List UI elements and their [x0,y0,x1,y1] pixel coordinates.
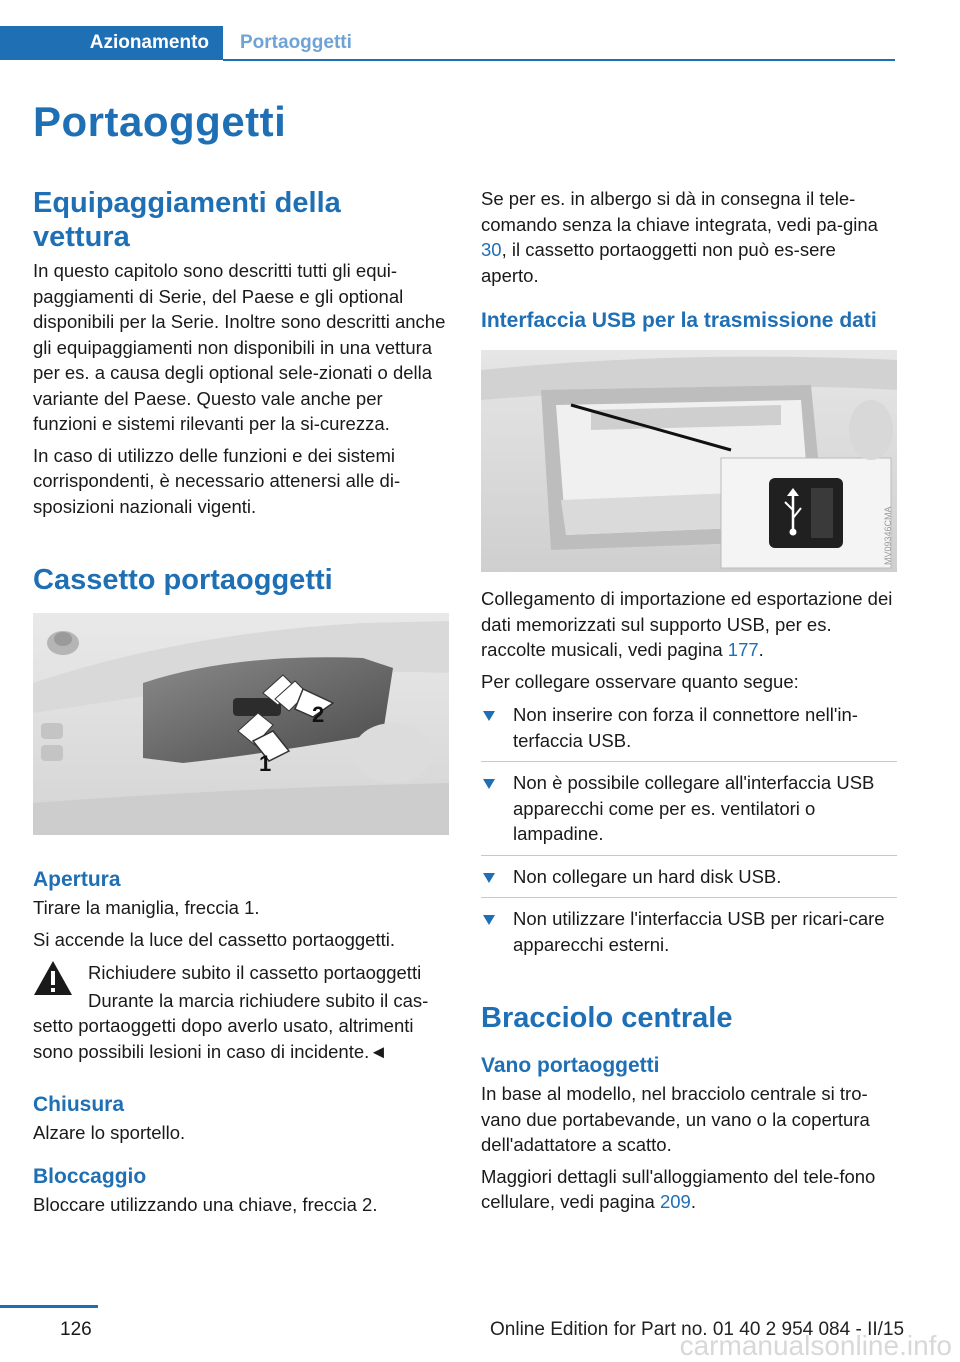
apertura-text-1: Tirare la maniglia, freccia 1. [33,897,260,918]
list-item [481,770,897,847]
glovebox-photo [33,613,449,835]
subsection-apertura: Apertura [33,868,121,891]
usb-paragraph-2: Per collegare osservare quanto segue: [481,670,799,692]
bullet-triangle-icon [483,915,495,925]
section-title-equipaggiamenti: Equipaggiamenti della vettura [33,187,341,253]
edition-note: Online Edition for Part no. 01 40 2 954 084 - II/15 [490,1319,905,1340]
list-item [481,702,897,753]
intro-paragraph-2: In caso di utilizzo delle funzioni e dei sistemi corrispondenti, è necessario attenersi alle di-sposizioni nazionali vigenti. [33,444,401,517]
glovebox-illustration [33,613,449,835]
tab-portaoggetti[interactable]: Portaoggetti [240,32,352,53]
left-column [33,186,449,1217]
usb-paragraph-1 [481,586,897,663]
tab-azionamento[interactable]: Azionamento [0,26,223,60]
bullet-text: Non è possibile collegare all'interfaccia USB apparecchi come per es. ventilatori o lampadine. [513,772,875,844]
warning-text-content: Durante la marcia richiudere subito il cas-setto portaoggetti dopo averlo usato, altrimenti sono possibili lesioni in caso di incidente.◄ [33,989,429,1062]
header-tabs [0,26,895,62]
page-title: Portaoggetti [33,98,287,145]
page-link-30[interactable]: 30 [481,239,502,260]
subsection-chiusura: Chiusura [33,1093,125,1116]
usb-photo [481,350,897,572]
usb-illustration [481,350,897,572]
header-rule [223,59,895,61]
bullet-divider [481,855,897,856]
bullet-divider [481,897,897,898]
vano-text-a: Maggiori dettagli sull'alloggiamento del tele-fono cellulare, vedi pagina [481,1165,876,1212]
warning-triangle-icon [33,960,73,996]
bullet-triangle-icon [483,779,495,789]
vano-text-b: . [690,1191,696,1212]
usb-image-code: MV09346CMA [883,506,893,565]
bullet-triangle-icon [483,711,495,721]
page-link-177[interactable]: 177 [727,639,759,660]
footer-rule [0,1305,98,1308]
watermark: carmanualsonline.info [679,1330,952,1361]
vano-paragraph-2 [481,1164,897,1215]
intro-paragraph-1: In questo capitolo sono descritti tutti gli equi-paggiamenti di Serie, del Paese e gli optional disponibili per la Serie. Inoltre sono descritti anche gli equipaggiamenti non disponibili in una vettura per es. a causa degli optional sele-zionati o della variante del Paese. Questo vale anche per funzioni e sistemi rilevanti per la si-curezza. [33,260,446,434]
subsection-bloccaggio: Bloccaggio [33,1164,147,1188]
bloccaggio-text: Bloccare utilizzando una chiave, freccia 2. [33,1193,378,1215]
list-item [481,864,897,890]
figure-label-1: 1 [259,751,272,776]
usb-bullet-list [481,702,897,957]
section-title-bracciolo: Bracciolo centrale [481,1002,733,1034]
page-link-209[interactable]: 209 [659,1191,691,1212]
chiusura-text: Alzare lo sportello. [33,1122,186,1143]
bullet-text: Non collegare un hard disk USB. [513,865,782,887]
warning-title: Richiudere subito il cassetto portaoggetti [88,962,422,983]
warning-text [33,988,449,1065]
apertura-text-2: Si accende la luce del cassetto portaoggetti. [33,928,396,950]
figure-label-2: 2 [312,702,325,727]
subsection-usb: Interfaccia USB per la trasmissione dati [481,309,877,332]
bullet-triangle-icon [483,873,495,883]
usb-text-b: . [758,639,764,660]
bullet-divider [481,761,897,762]
section-title-cassetto: Cassetto portaoggetti [33,564,333,596]
page-number: 126 [60,1319,92,1340]
remote-key-text-a: Se per es. in albergo si dà in consegna il tele-comando senza la chiave integrata, vedi pa-gina [481,188,878,235]
subsection-vano: Vano portaoggetti [481,1054,660,1077]
list-item [481,906,897,957]
bullet-text: Non inserire con forza il connettore nell'in-terfaccia USB. [513,704,858,751]
warning-block [33,960,449,1064]
vano-paragraph-1: In base al modello, nel bracciolo centrale si tro-vano due portabevande, un vano o la copertura dell'adattatore a scatto. [481,1083,870,1155]
right-column [481,186,897,1215]
remote-key-text-b: , il cassetto portaoggetti non può es-sere aperto. [481,239,836,286]
remote-key-paragraph [481,186,897,288]
usb-text-a: Collegamento di importazione ed esportazione dei dati memorizzati sul supporto USB, per es. raccolte musicali, vedi pagina [481,588,893,660]
bullet-text: Non utilizzare l'interfaccia USB per ricari-care apparecchi esterni. [513,908,885,955]
